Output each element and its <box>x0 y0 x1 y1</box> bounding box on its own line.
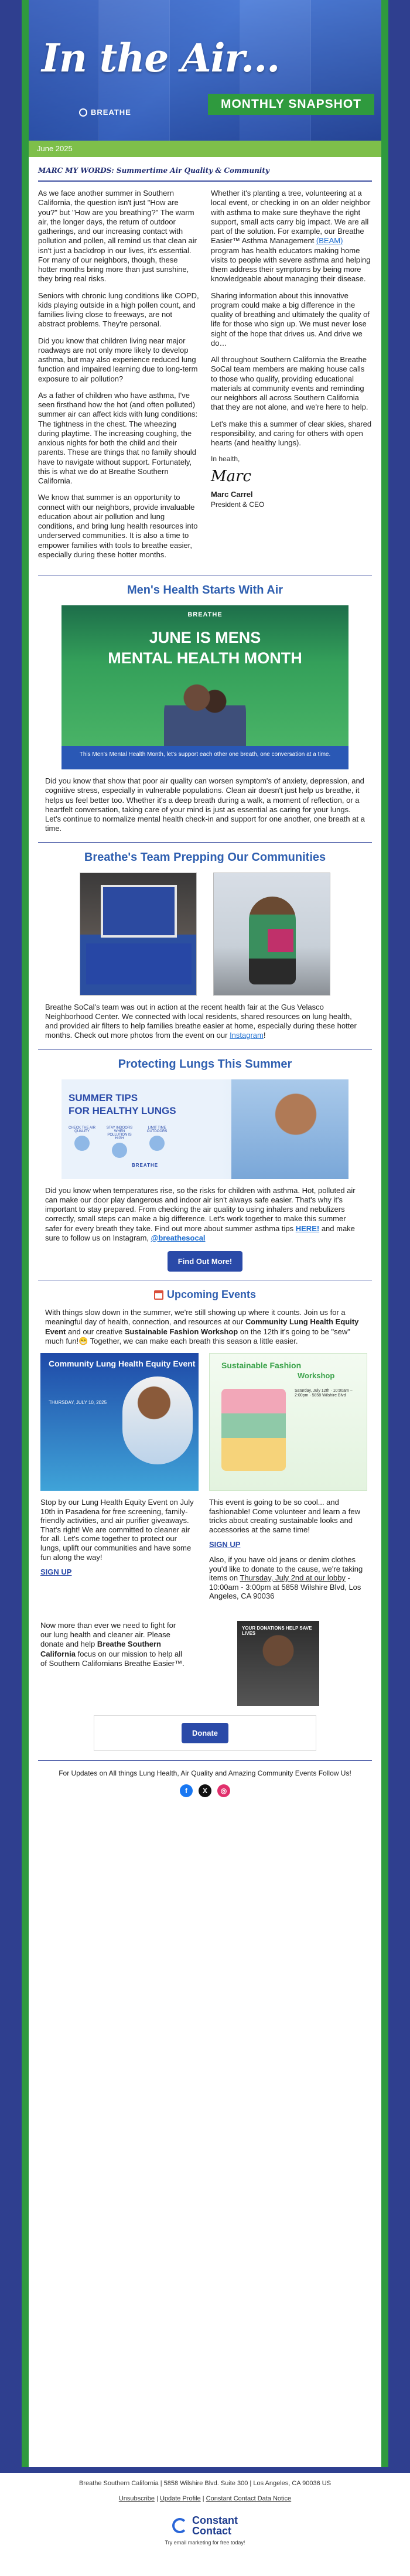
instagram-handle-link[interactable]: @breathesocal <box>151 1233 206 1242</box>
intro-paragraph: Seniors with chronic lung conditions like COPD, kids playing outside in a high pollen count, and families living close to freeways, are not abstract problems. They're personal. <box>38 291 199 329</box>
instagram-icon[interactable]: ◎ <box>217 1784 230 1797</box>
flyer-title-2: Workshop <box>298 1371 335 1380</box>
tip-air-quality: CHECK THE AIR QUALITY <box>69 1126 95 1158</box>
tips-headline-2: FOR HEALTHY LUNGS <box>69 1105 176 1116</box>
issue-date: June 2025 <box>29 141 381 157</box>
team-section <box>29 851 381 1041</box>
tips-headline-1: SUMMER TIPS <box>69 1092 138 1103</box>
child-photo <box>231 1079 348 1179</box>
team-body: Breathe SoCal's team was out in action at the recent health fair at the Gus Velasco Neighborhood Center. We connected with local residents, shared resources on lung health, and provided air filters to help families breathe easier at home, especially during these hotter months. Check out more photos from the event on our Instagram! <box>45 1002 357 1040</box>
lungs-body: Did you know when temperatures rise, so the risks for children with asthma. Hot, polluted air can make our door play dangerous and indoor air isn't always safe easier. That's why it's important to stay prepared. From checking the air quality to using inhalers and nebulizers correctly, small steps can make a big difference. Let's work together to make this summer safer for every breath they take. Find out more about summer asthma tips HERE! and make sure to follow us on Instagram, @breathesocal <box>45 1185 356 1242</box>
intro-paragraph: All throughout Southern California the Breathe SoCal team members are making house calls to those who qualify, providing educational materials at community events and reminding our neighbors all across Southern California that they are not alone, and we're here to help. <box>211 355 368 412</box>
lung-event-signup-link[interactable]: SIGN UP <box>40 1568 72 1577</box>
fashion-workshop-event <box>209 1353 367 1607</box>
donation-image <box>237 1621 319 1706</box>
constant-contact-icon <box>172 2518 187 2533</box>
constant-contact-logo[interactable]: Constant Contact <box>0 2515 410 2536</box>
donate-box <box>94 1715 316 1751</box>
team-member-photo[interactable] <box>213 873 330 996</box>
donation-image-caption: YOUR DONATIONS HELP SAVE LIVES <box>242 1625 312 1636</box>
lung-health-event-flyer[interactable] <box>40 1353 199 1491</box>
social-links <box>29 1784 381 1797</box>
flyer-date: THURSDAY, JULY 10, 2025 <box>49 1400 107 1405</box>
signer-title: President & CEO <box>211 500 265 509</box>
header-banner <box>29 0 381 141</box>
section-divider <box>38 1049 372 1050</box>
calendar-icon <box>154 1290 163 1300</box>
intro-paragraph: We know that summer is an opportunity to connect with our neighbors, provide invaluable education about air pollution and lung conditions, and bring lung health resources into underserved communities. It is also a time to empower families with tools to breathe easier, especially during these hotter months. <box>38 493 198 559</box>
beam-link[interactable]: (BEAM) <box>316 236 343 246</box>
update-profile-link[interactable]: Update Profile <box>159 2495 201 2502</box>
instagram-link[interactable]: Instagram <box>230 1031 264 1040</box>
email-footer <box>0 2473 410 2576</box>
denim-donation-note: Also, if you have old jeans or denim clothes you'd like to donate to the cause, we're taking items on Thursday, July 2nd at our lobby - 10:00am - 3:00pm at 5858 Wilshire Blvd, Los Angeles, CA 90036 <box>209 1555 363 1601</box>
newsletter-title: In the Air... <box>42 35 280 81</box>
intro-divider <box>38 180 372 182</box>
summer-tips-banner[interactable] <box>62 1079 348 1179</box>
data-notice-link[interactable]: Constant Contact Data Notice <box>206 2495 292 2502</box>
banner-brand: BREATHE <box>187 611 223 618</box>
intro-section <box>29 166 381 567</box>
booth-banner <box>101 885 177 938</box>
tip-limit-outdoors: LIMIT TIME OUTDOORS <box>144 1126 170 1158</box>
facebook-icon[interactable]: f <box>180 1784 193 1797</box>
booth-table <box>86 943 192 984</box>
intro-paragraph: As we face another summer in Southern California, the question isn't just "How are you?" but "How are you breathing?" The warm air, the longer days, the return of outdoor gatherings, and our increasing contact with pollution and pollen, all remind us that clean air isn't just a backdrop in our lives, it's essential. For many of our neighbors, though, these hotter months bring more than just sunshine, they bring real risks. <box>38 189 197 284</box>
intro-paragraph: Did you know that children living near major roadways are not only more likely to develop asthma, but may also experience reduced lung function and impaired learning due to long-term exposure to air pollution? <box>38 336 198 383</box>
find-out-more-button[interactable]: Find Out More! <box>168 1251 242 1272</box>
fashion-workshop-flyer[interactable] <box>209 1353 367 1491</box>
brand-name: BREATHE <box>91 108 131 117</box>
section-divider <box>38 842 372 843</box>
lung-health-event <box>40 1353 199 1607</box>
person-running-icon <box>149 1136 165 1151</box>
tip-stay-indoors: STAY INDOORS WHEN POLLUTION IS HIGH <box>106 1126 133 1158</box>
intro-paragraph: As a father of children who have asthma, I've seen firsthand how the hot (and often polluted) summer air can affect kids with lung conditions: The tightness in the chest. The wheezing during playtime. The increasing coughing, the anxious nights for both the child and their parents. These are things that no family should have to navigate without support. Fortunately, this is what we do at Breathe Southern California. <box>38 390 198 485</box>
lungs-section <box>29 1058 381 1272</box>
mens-health-section <box>29 584 381 834</box>
banner-headline-2: MENTAL HEALTH MONTH <box>108 649 302 667</box>
flyer-title: Sustainable Fashion <box>221 1361 302 1370</box>
house-icon <box>112 1143 127 1158</box>
tote-bag <box>268 929 293 952</box>
x-twitter-icon[interactable]: X <box>199 1784 211 1797</box>
closing: In health, <box>211 455 240 464</box>
health-fair-booth-photo[interactable] <box>80 873 197 996</box>
intro-paragraph: Whether it's planting a tree, volunteering at a local event, or checking in on an older neighbor with asthma to make sure theyhave the right support, small acts carry big impact. We are all part of the solution. For example, our Breathe Easier™ Asthma Management (BEAM) program has health educators making home visits to people with severe asthma and helping them address their symptoms by being more knowledgeable about managing their disease. <box>211 189 371 284</box>
sender-address: Breathe Southern California | 5858 Wilshire Blvd. Suite 300 | Los Angeles, CA 90036 US <box>78 2480 332 2487</box>
donate-section <box>29 1621 381 1706</box>
intro-right-column <box>211 189 372 567</box>
monthly-snapshot-badge: MONTHLY SNAPSHOT <box>208 94 374 115</box>
clothing-illustration <box>221 1389 286 1471</box>
events-section <box>29 1289 381 1607</box>
mens-health-body: Did you know that show that poor air quality can worsen symptom's of anxiety, depression, and cognitive stress, especially in vulnerable populations. Clean air doesn't just help us breathe, it helps us feel better too. Whether it's a deep breath during a walk, a moment of reflection, or a heartfelt conversation, taking care of your mind is just as essential as caring for your lungs. Let's continue to normalize mental health check-in and support for one another, one breath at a time. <box>45 776 365 833</box>
handwritten-signature: Marc <box>211 468 252 486</box>
unsubscribe-link[interactable]: Unsubscribe <box>118 2495 155 2502</box>
flyer-info: Saturday, July 12th · 10:00am – 2:00pm · 5858 Wilshire Blvd <box>295 1389 353 1398</box>
banner-caption: This Men's Mental Health Month, let's support each other one breath, one conversation at a time. <box>62 746 348 769</box>
team-title: Breathe's Team Prepping Our Communities <box>84 850 326 864</box>
donate-text: Now more than ever we need to fight for our lung health and cleaner air. Please donate and help Breathe Southern California focus on our mission to help all of Southern Californians Breathe Easier™. <box>40 1620 184 1668</box>
event-description: Stop by our Lung Health Equity Event on July 10th in Pasadena for free screening, family-friendly activities, and air purifier giveaways. That's right! We are committed to cleaner air for all. Let's come together to protect our lungs, uplift our communities and have some fun along the way! <box>40 1498 194 1562</box>
air-quality-icon <box>74 1136 90 1151</box>
email-card <box>22 0 388 2467</box>
flyer-title: Community Lung Health Equity Event <box>49 1359 196 1368</box>
events-intro: With things slow down in the summer, we're still showing up where it counts. Join us for a meaningful day of health, connection, and resources at our Community Lung Health Equity Event and our creative Sustainable Fashion Workshop on the 12th it's going to be "sew" much fun!😁 Together, we can make each breath this season a little easier. <box>45 1308 359 1345</box>
event-description: This event is going to be so cool... and fashionable! Come volunteer and learn a few tricks about creating sustainable looks and accessories at the same time! <box>209 1498 360 1534</box>
tips-here-link[interactable]: HERE! <box>295 1224 320 1233</box>
banner-headline-1: JUNE IS MENS <box>149 629 261 646</box>
lungs-title: Protecting Lungs This Summer <box>118 1057 292 1071</box>
intro-paragraph: Sharing information about this innovative program could make a big difference in the quality of breathing and ultimately the quality of life for those who sign up. We must never lose sight of the hope that drives us. And drive we do… <box>211 291 370 347</box>
donate-button[interactable]: Donate <box>182 1723 228 1743</box>
mens-health-title: Men's Health Starts With Air <box>127 584 283 597</box>
intro-paragraph: Let's make this a summer of clear skies, shared responsibility, and caring for others with open hearts (and healthy lungs). <box>211 419 372 447</box>
breathe-logo-icon <box>79 108 87 117</box>
intro-left-column <box>38 189 199 567</box>
signer-name: Marc Carrel <box>211 489 253 499</box>
banner-brand: BREATHE <box>132 1162 159 1168</box>
intro-heading: MARC MY WORDS: Summertime Air Quality & Community <box>38 166 269 175</box>
fashion-workshop-signup-link[interactable]: SIGN UP <box>209 1540 241 1549</box>
events-title: Upcoming Events <box>166 1289 257 1300</box>
brand-logo <box>79 108 131 117</box>
footer-links: Unsubscribe | Update Profile | Constant Contact Data Notice <box>118 2495 292 2502</box>
follow-us-note: For Updates on All things Lung Health, Air Quality and Amazing Community Events Follow Us! <box>59 1769 351 1777</box>
flyer-photo <box>122 1376 193 1464</box>
events-title-row <box>29 1289 381 1301</box>
embracing-men-image <box>164 676 246 749</box>
constant-contact-tagline[interactable]: Try email marketing for free today! <box>165 2540 245 2546</box>
mens-mental-health-banner[interactable] <box>62 605 348 769</box>
section-divider <box>38 1760 372 1761</box>
signature-block <box>211 455 372 509</box>
